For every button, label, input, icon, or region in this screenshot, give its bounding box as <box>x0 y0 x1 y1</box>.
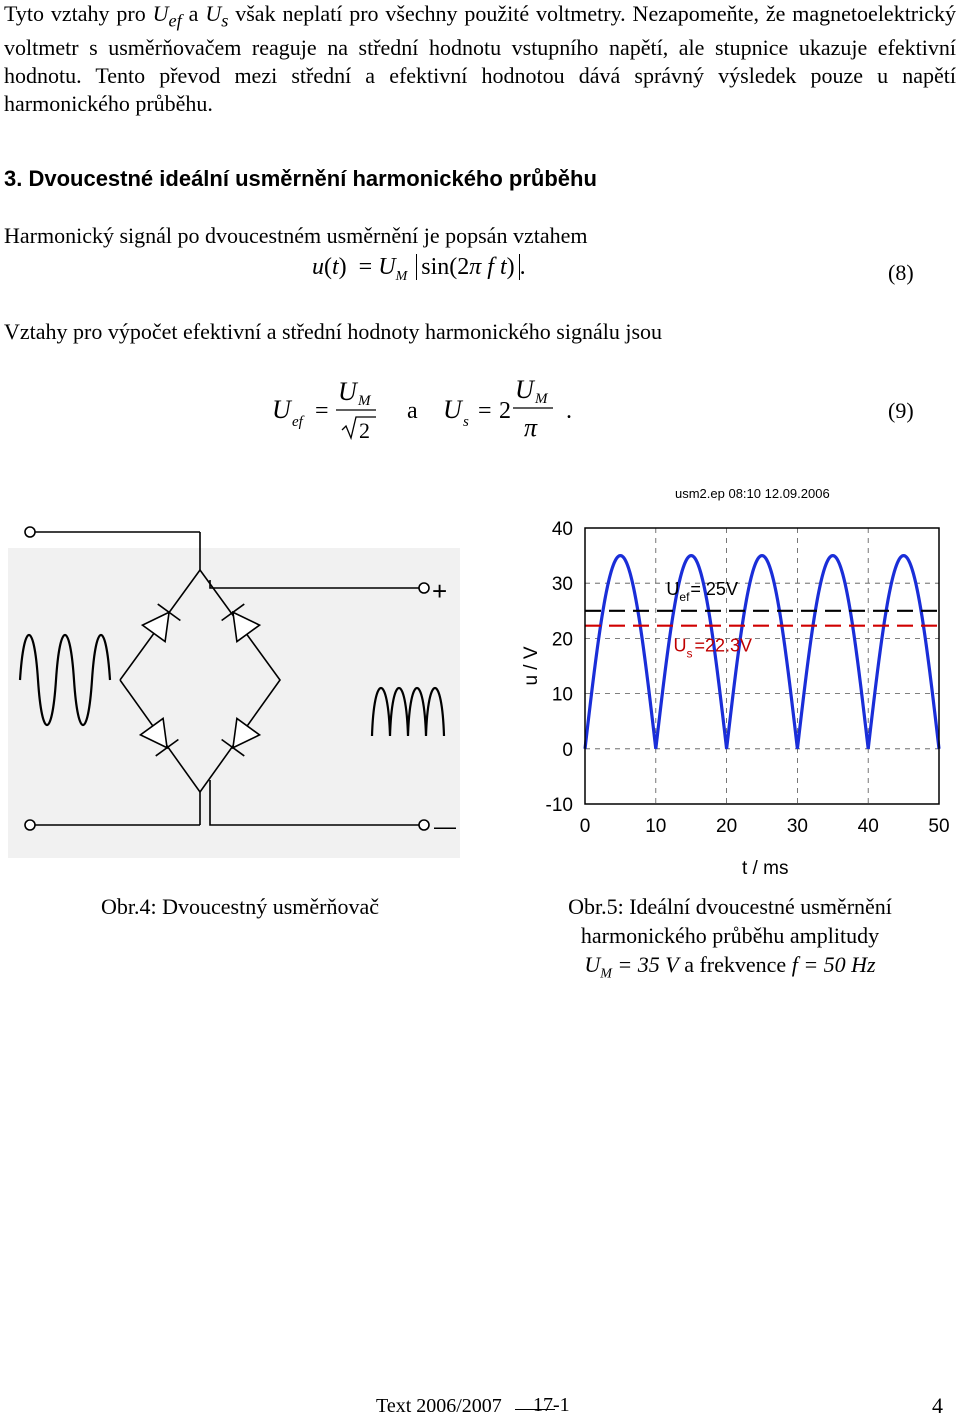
svg-text:a: a <box>407 398 418 424</box>
x-tick-label: 40 <box>857 816 879 837</box>
y-tick-label: 30 <box>551 574 573 596</box>
x-tick-label: 30 <box>786 816 808 837</box>
bridge-rectifier-diagram <box>0 500 480 860</box>
chart-stamp: usm2.ep 08:10 12.09.2006 <box>675 486 830 501</box>
caption5-line1: Obr.5: Ideální dvoucestné usměrnění <box>568 894 892 919</box>
equation-9 <box>0 370 960 450</box>
y-tick-label: 40 <box>551 519 573 540</box>
chart-ticks <box>546 519 950 837</box>
svg-text:U: U <box>272 395 291 424</box>
svg-text:(9): (9) <box>888 398 914 423</box>
svg-text:2: 2 <box>499 398 511 424</box>
chart-y-label: u / V <box>521 646 542 686</box>
svg-text:U: U <box>443 395 462 424</box>
svg-text:=22.3V: =22.3V <box>694 635 753 656</box>
chart-x-label: t / ms <box>742 858 789 879</box>
svg-text:ef: ef <box>292 414 303 430</box>
section-line-1: Harmonický signál po dvoucestném usměrnění je popsán vztahem <box>4 223 588 248</box>
section-heading: 3. Dvoucestné ideální usměrnění harmonického průběhu <box>4 166 597 191</box>
intro-text-2: a <box>181 1 206 26</box>
chart-series <box>585 556 939 749</box>
x-tick-label: 50 <box>928 816 950 837</box>
symbol-s: s <box>221 10 229 31</box>
rectified-sine-series <box>585 556 939 749</box>
x-tick-label: 20 <box>716 816 738 837</box>
y-tick-label: 10 <box>551 684 573 706</box>
x-tick-label: 0 <box>579 816 591 837</box>
minus-label: — <box>434 814 456 839</box>
page-number: 4 <box>932 1393 943 1418</box>
caption5-line3: $U_M = 35$ V a frekvence f = 50 Hz <box>584 952 876 982</box>
svg-text:π: π <box>524 413 538 442</box>
input-terminal-top <box>25 527 35 537</box>
input-terminal-bottom <box>25 820 35 830</box>
y-tick-label: 20 <box>551 629 573 651</box>
svg-text:=: = <box>315 398 329 424</box>
svg-text:ef: ef <box>679 589 690 604</box>
rectified-waveform-chart <box>495 480 955 880</box>
y-tick-label: -10 <box>545 795 573 816</box>
footer-text: Text 2006/2007 <box>376 1395 502 1417</box>
plus-label: + <box>432 576 448 606</box>
output-terminal-minus <box>419 820 429 830</box>
figure-4-caption: Obr.4: Dvoucestný usměrňovač <box>101 894 379 919</box>
svg-text:2: 2 <box>359 418 370 443</box>
symbol-u: U <box>152 1 169 26</box>
symbol-u: U <box>205 1 222 26</box>
intro-text-3: však neplatí pro všechny použité voltmetry. Nezapomeňte, že magnetoelektrický voltmetr s usměrňovačem reaguje na střední hodnotu vstupního napětí, ale stupnice ukazuje efektivní hodnotu. Tento převod mezi střední a efektivní hodnotou dává správný výsledek pouze u napětí harmonického průběhu. <box>4 1 957 117</box>
chart-frame <box>585 528 939 804</box>
svg-text:U: U <box>666 578 680 599</box>
svg-text:= 25V: = 25V <box>690 578 738 599</box>
caption5-line2: harmonického průběhu amplitudy <box>580 923 880 948</box>
intro-text-1: Tyto vztahy pro <box>4 1 153 26</box>
svg-text:U: U <box>515 375 534 404</box>
equation-8: $u(t) = U_M$ sin(2π f t) . <box>312 254 526 284</box>
x-tick-label: 10 <box>645 816 667 837</box>
svg-text:s: s <box>463 414 469 430</box>
chart-grid <box>585 528 939 804</box>
svg-text:U: U <box>338 377 357 406</box>
equation-number-8: (8) <box>888 260 914 285</box>
svg-text:U: U <box>673 635 687 656</box>
svg-text:s: s <box>686 646 693 661</box>
svg-text:.: . <box>566 398 572 424</box>
footer-code: 17-1 <box>533 1394 570 1416</box>
svg-text:M: M <box>358 393 371 409</box>
symbol-ef: ef <box>168 10 182 31</box>
us-annotation <box>674 636 753 661</box>
section-line-2: Vztahy pro výpočet efektivní a střední hodnoty harmonického signálu jsou <box>4 319 663 344</box>
output-terminal-plus <box>419 583 429 593</box>
y-tick-label: 0 <box>562 739 573 761</box>
svg-text:=: = <box>478 398 492 424</box>
intro-paragraph <box>4 0 956 118</box>
figure-5-caption <box>530 892 930 988</box>
svg-text:M: M <box>535 391 548 407</box>
